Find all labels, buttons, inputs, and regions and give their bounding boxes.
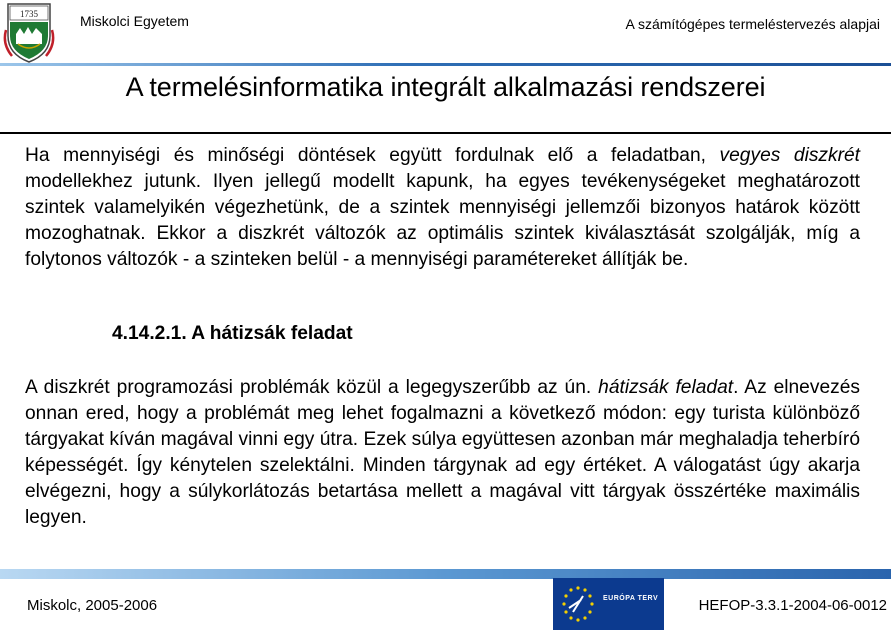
page-title: A termelésinformatika integrált alkalmazási rendszerei (125, 72, 766, 102)
header (0, 0, 891, 64)
footer-project-code: HEFOP-3.3.1-2004-06-0012 (698, 597, 887, 614)
footer-location-date: Miskolc, 2005-2006 (27, 597, 158, 614)
footer-rule (0, 569, 891, 579)
eu-logo-text: EURÓPA TERV (603, 595, 659, 602)
paragraph-text: Ha mennyiségi és minőségi döntések együtt fordulnak elő a feladatban, (25, 145, 720, 166)
paragraph-text: modellekhez jutunk. Ilyen jellegű modellt kapunk, ha egyes tevékenységeket meghatározott szintek valamelyikén végezhetünk, de a szintek mennyiségi jellemzői bizonyos határok között mozoghatnak. Ekkor a diszkrét változók az optimális szintek kiválasztását szolgálják, míg a folytonos változók - a szinteken belül - a mennyiségi paramétereket állítják be. (25, 171, 860, 270)
header-rule (0, 61, 891, 67)
paragraph-text: . Az elnevezés onnan ered, hogy a problémát meg lehet fogalmazni a következő módon: egy turista különböző tárgyakat kíván magával vinni egy útra. Ezek súlya együttesen azonban már meghaladja teherbíró képességét. Így kénytelen szelektálni. Minden tárgynak ad egy értéket. A válogatást úgy akarja elvégezni, hogy a súlykorlátozás betartása mellett a magával vitt tárgyak összértéke maximális legyen. (25, 377, 860, 528)
svg-text:1735: 1735 (20, 9, 38, 19)
university-crest-logo (2, 0, 56, 64)
eu-europa-terv-logo (553, 578, 664, 630)
paragraph-text: A diszkrét programozási problémák közül a legegyszerűbb az ún. (25, 377, 599, 398)
emphasis-text: vegyes diszkrét (719, 145, 861, 166)
paragraph-mixed-discrete (25, 143, 860, 273)
paragraph-knapsack (25, 375, 860, 531)
emphasis-text: hátizsák feladat (598, 377, 734, 398)
title-underline (0, 132, 891, 134)
course-title: A számítógépes termeléstervezés alapjai (625, 16, 880, 32)
eu-star-circle-icon (553, 578, 603, 630)
university-name: Miskolci Egyetem (80, 13, 189, 29)
section-heading: 4.14.2.1. A hátizsák feladat (112, 323, 353, 344)
